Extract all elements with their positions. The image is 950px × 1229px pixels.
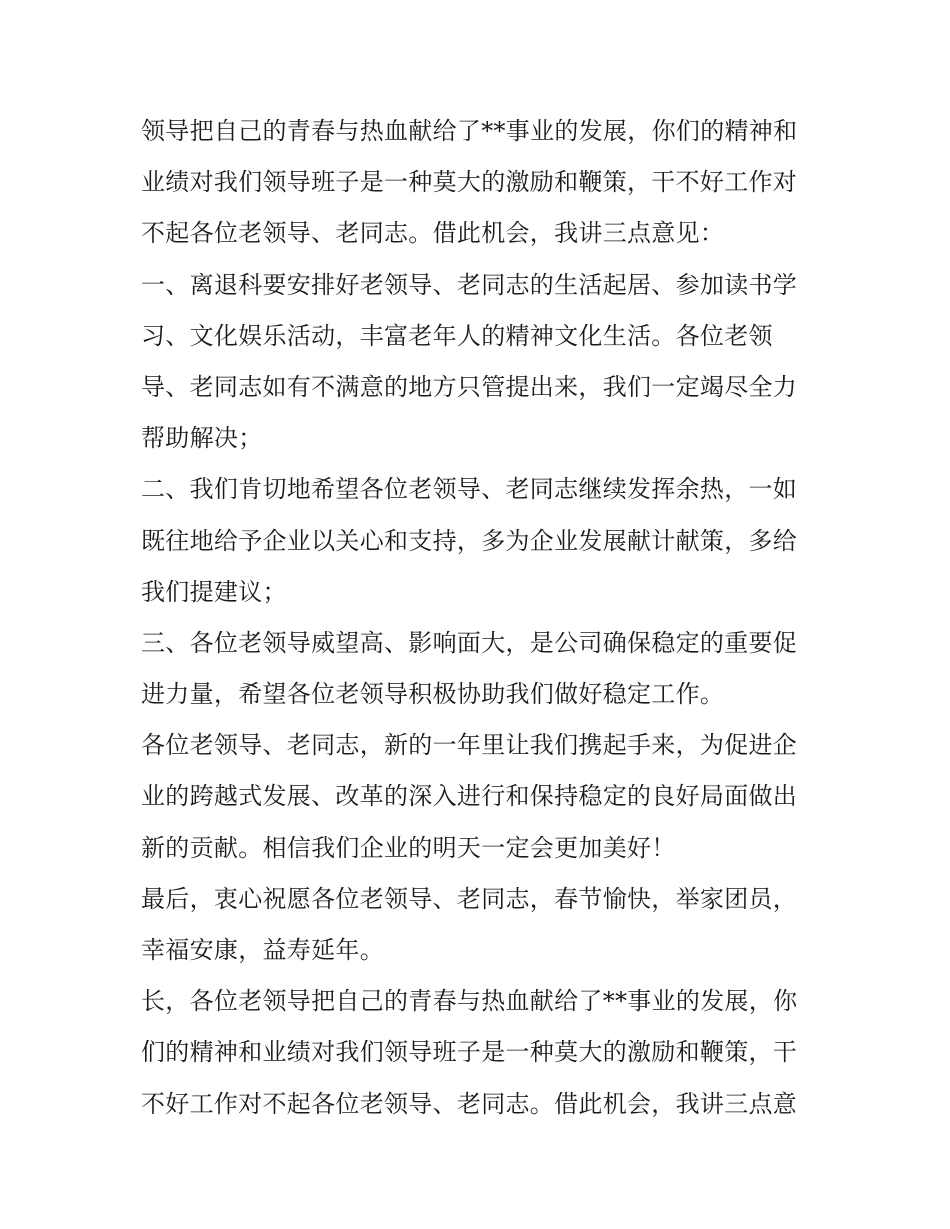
- document-body: [141, 106, 813, 1130]
- text-line: 进力量，希望各位老领导积极协助我们做好稳定工作。: [141, 680, 725, 709]
- text-line: 我们提建议；: [141, 577, 287, 606]
- text-line: 业的跨越式发展、改革的深入进行和保持稳定的良好局面做出: [141, 782, 798, 811]
- text-line: 二、我们肯切地希望各位老领导、老同志继续发挥余热，一如: [141, 475, 798, 504]
- text-line: 领导把自己的青春与热血献给了**事业的发展，你们的精神和: [141, 117, 798, 145]
- text-line: 幸福安康，益寿延年。: [141, 936, 384, 964]
- text-line: 不起各位老领导、老同志。借此机会，我讲三点意见：: [141, 219, 725, 248]
- text-line: 新的贡献。相信我们企业的明天一定会更加美好！: [141, 833, 676, 862]
- text-line: 长，各位老领导把自己的青春与热血献给了**事业的发展，你: [141, 987, 798, 1016]
- text-line: 既往地给予企业以关心和支持，多为企业发展献计献策，多给: [141, 526, 798, 555]
- text-line: 不好工作对不起各位老领导、老同志。借此机会，我讲三点意: [141, 1089, 798, 1118]
- text-line: 导、老同志如有不满意的地方只管提出来，我们一定竭尽全力: [141, 372, 798, 401]
- text-line: 三、各位老领导威望高、影响面大，是公司确保稳定的重要促: [141, 628, 798, 657]
- text-line: 最后，衷心祝愿各位老领导、老同志，春节愉快，举家团员，: [141, 884, 798, 913]
- text-line: 帮助解决；: [141, 424, 263, 453]
- text-line: 各位老领导、老同志，新的一年里让我们携起手来，为促进企: [141, 731, 798, 760]
- text-line: 习、文化娱乐活动，丰富老年人的精神文化生活。各位老领: [141, 321, 773, 350]
- text-line: 们的精神和业绩对我们领导班子是一种莫大的激励和鞭策，干: [141, 1038, 798, 1067]
- text-line: 业绩对我们领导班子是一种莫大的激励和鞭策，干不好工作对: [141, 168, 798, 197]
- text-line: 一、离退科要安排好老领导、老同志的生活起居、参加读书学: [141, 270, 798, 299]
